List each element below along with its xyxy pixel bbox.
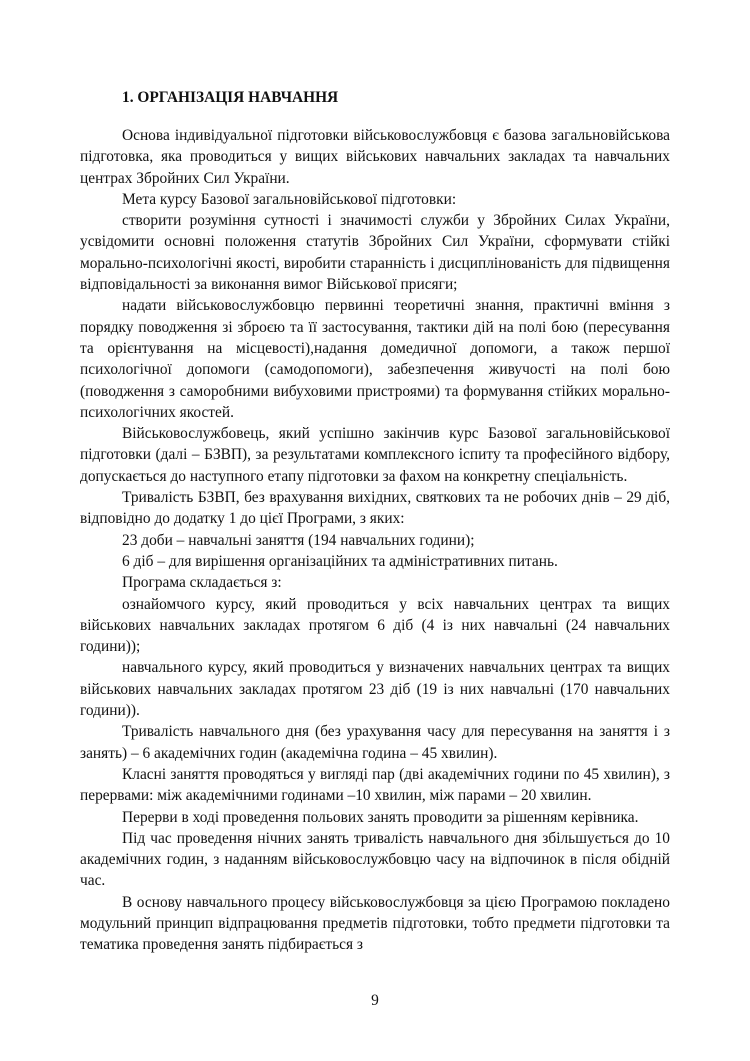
document-body	[80, 125, 670, 956]
paragraph-5: Військовослужбовець, який успішно закінчив курс Базової загальновійськової підготовки (далі – БЗВП), за результатами комплексного іспиту та професійного відбору, допускається до наступного етапу підготовки за фахом на конкретну спеціальність.	[80, 425, 670, 485]
paragraph-2: Мета курсу Базової загальновійськової підготовки:	[122, 190, 457, 208]
paragraph-14: Перерви в ході проведення польових занять проводити за рішенням керівника.	[122, 808, 639, 826]
section-heading: 1. ОРГАНІЗАЦІЯ НАВЧАННЯ	[122, 89, 339, 106]
page-number: 9	[371, 992, 379, 1009]
paragraph-12: Тривалість навчального дня (без урахування часу для пересування на заняття і з занять) – 6 академічних годин (академічна година – 45 хвилин).	[80, 723, 670, 762]
paragraph-8: 6 діб – для вирішення організаційних та адміністративних питань.	[122, 552, 558, 570]
paragraph-4: надати військовослужбовцю первинні теоретичні знання, практичні вміння з порядку поводження зі зброєю та її застосування, тактики дій на полі бою (пересування та орієнтування на місцевості),надання домедичної допомоги, а також першої психологічної допомоги (самодопомоги), забезпечення живучості на полі бою (поводження з саморобними вибуховими пристроями) та формування стійких морально-психологічних якостей.	[80, 297, 670, 421]
paragraph-15: Під час проведення нічних занять тривалість навчального дня збільшується до 10 академічних годин, з наданням військовослужбовцю часу на відпочинок в після обідній час.	[80, 829, 670, 890]
paragraph-10: ознайомчого курсу, який проводиться у всіх навчальних центрах та вищих військових навчальних закладах протягом 6 діб (4 із них навчальні (24 навчальних години));	[80, 595, 670, 656]
paragraph-7: 23 доби – навчальні заняття (194 навчальних години);	[122, 531, 475, 549]
paragraph-13: Класні заняття проводяться у вигляді пар (дві академічних години по 45 хвилин), з перервами: між академічними годинами –10 хвилин, між парами – 20 хвилин.	[80, 765, 670, 805]
paragraph-6: Тривалість БЗВП, без врахування вихідних, святкових та не робочих днів – 29 діб, відповідно до додатку 1 до цієї Програми, з яких:	[80, 489, 670, 528]
paragraph-3: створити розуміння сутності і значимості служби у Збройних Силах України, усвідомити основні положення статутів Збройних Сил України, сформувати стійкі морально-психологічні якості, виробити старанність і дисциплінованість для підвищення відповідальності за виконання вимог Військової присяги;	[80, 212, 670, 294]
paragraph-11: навчального курсу, який проводиться у визначених навчальних центрах та вищих військових навчальних закладах протягом 23 діб (19 із них навчальні (170 навчальних години)).	[80, 659, 670, 720]
paragraph-1: Основа індивідуальної підготовки військовослужбовця є базова загальновійськова підготовка, яка проводиться у вищих військових навчальних закладах та навчальних центрах Збройних Сил України.	[80, 127, 670, 187]
paragraph-9: Програма складається з:	[122, 574, 282, 592]
paragraph-16: В основу навчального процесу військовослужбовця за цією Програмою покладено модульний принцип відпрацювання предметів підготовки, тобто предмети підготовки та тематика проведення занять підбирається з	[80, 893, 670, 954]
